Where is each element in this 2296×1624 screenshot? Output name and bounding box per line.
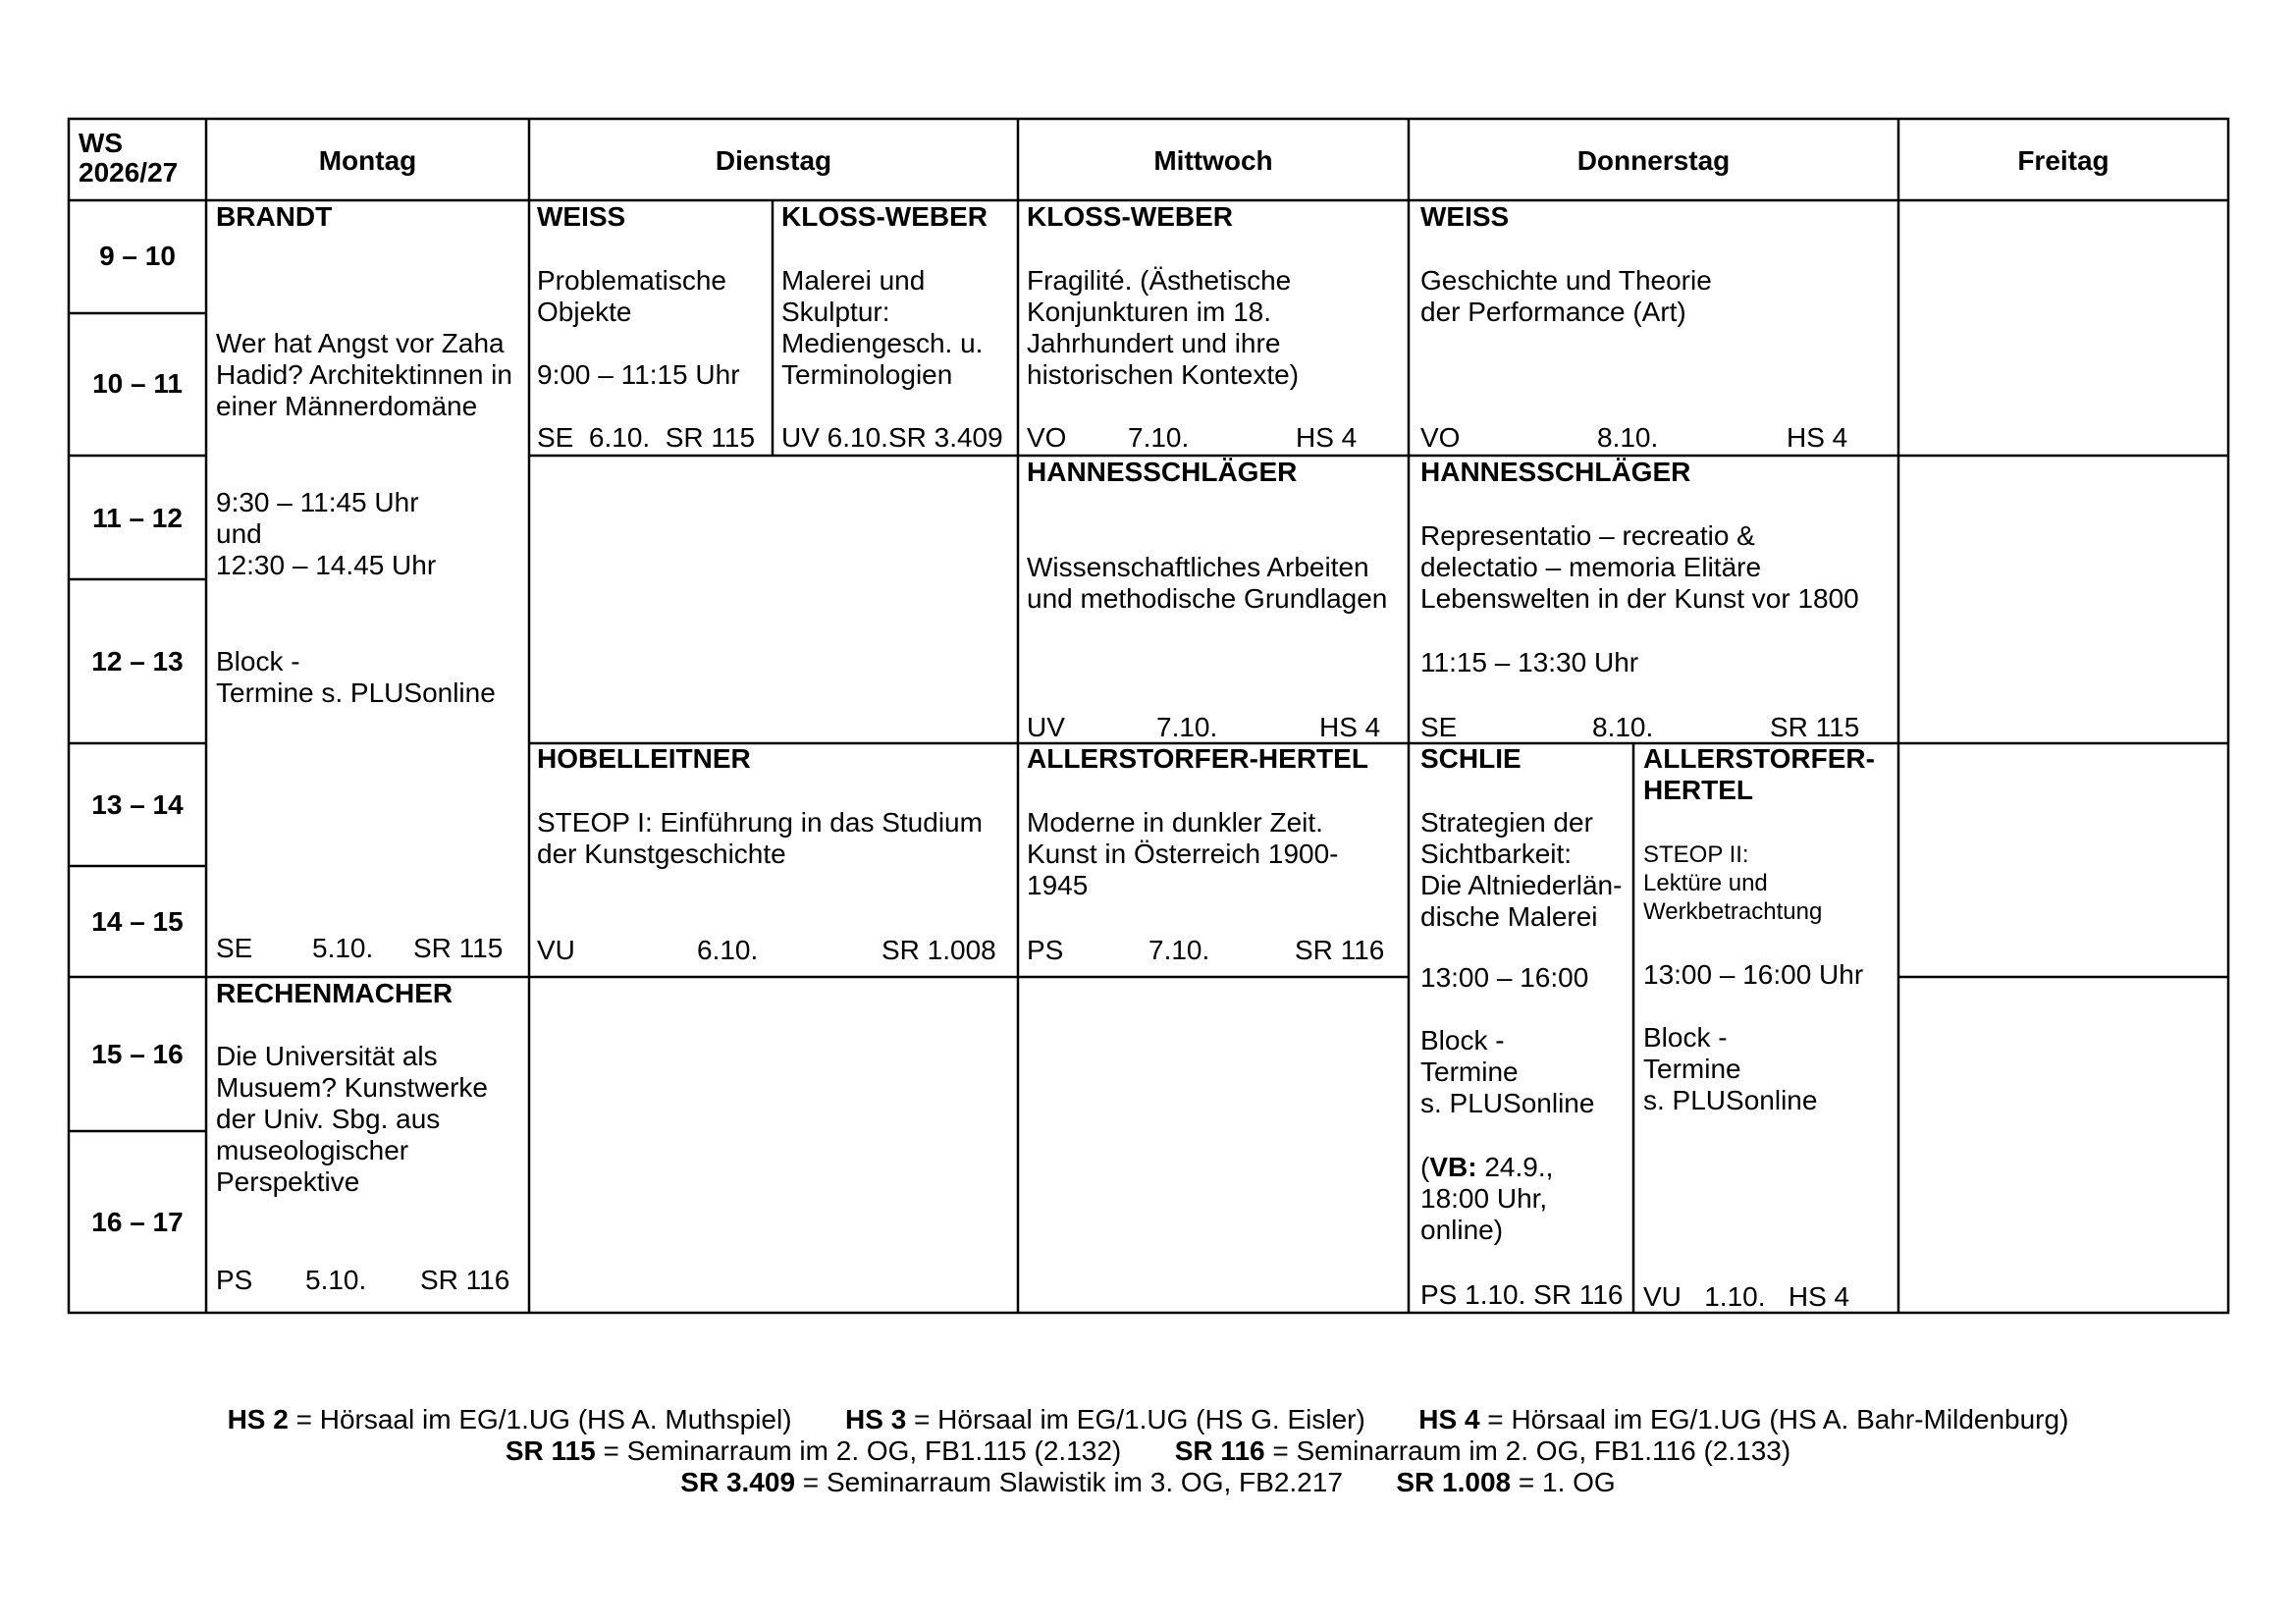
course-type: VO — [1420, 422, 1461, 453]
legend-text: = Hörsaal im EG/1.UG (HS G. Eisler) — [906, 1404, 1365, 1435]
course-date: 5.10. — [312, 933, 374, 963]
day-header-donnerstag: Donnerstag — [1576, 145, 1731, 176]
course-footer: VU 1.10. HS 4 — [1643, 1281, 1850, 1312]
lecturer-name: HOBELLEITNER — [537, 743, 751, 774]
course-title: STEOP II: Lektüre und Werkbetrachtung — [1643, 841, 1823, 925]
time-slot: 13 – 14 — [91, 789, 184, 820]
course-room: SR 1.008 — [881, 935, 996, 965]
course-title: Representatio – recreatio & delectatio – memoria Elitäre Lebenswelten in der Kunst vor 1800 — [1420, 520, 1859, 614]
course-time: 9:30 – 11:45 Uhr und 12:30 – 14.45 Uhr — [216, 487, 437, 580]
course-time: 13:00 – 16:00 Uhr — [1643, 959, 1864, 990]
course-room: HS 4 — [1787, 422, 1848, 453]
lecturer-name: RECHENMACHER — [216, 978, 454, 1008]
lecturer-name: ALLERSTORFER- HERTEL — [1643, 743, 1875, 805]
course-room: HS 4 — [1296, 422, 1358, 453]
course-room: SR 116 — [1295, 935, 1385, 965]
course-room: SR 115 — [413, 933, 504, 963]
semester-label: WS 2026/27 — [79, 128, 179, 188]
course-footer: SE 6.10. SR 115 — [537, 422, 756, 453]
legend-text: = Hörsaal im EG/1.UG (HS A. Bahr-Mildenburg) — [1479, 1404, 2069, 1435]
legend-key: HS 3 — [845, 1404, 907, 1435]
legend-line-2 — [0, 1435, 2296, 1467]
day-header-mittwoch: Mittwoch — [1153, 145, 1273, 176]
course-title: Problematische Objekte — [537, 265, 726, 327]
course-date: 7.10. — [1128, 422, 1190, 453]
lecturer-name: ALLERSTORFER-HERTEL — [1027, 743, 1368, 774]
time-slot: 10 – 11 — [92, 368, 183, 399]
legend-key: SR 1.008 — [1396, 1467, 1512, 1497]
course-type: UV — [1027, 712, 1065, 742]
course-date: 8.10. — [1597, 422, 1659, 453]
legend-text: = Seminarraum Slawistik im 3. OG, FB2.217 — [795, 1467, 1343, 1497]
time-slot: 11 – 12 — [92, 503, 183, 533]
course-type: VO — [1027, 422, 1067, 453]
lecturer-name: WEISS — [1420, 201, 1510, 232]
course-title: Fragilité. (Ästhetische Konjunkturen im 18. Jahrhundert und ihre historischen Kontexte) — [1027, 265, 1300, 390]
course-time: 11:15 – 13:30 Uhr — [1420, 647, 1639, 677]
lecturer-name: KLOSS-WEBER — [781, 201, 988, 232]
time-slot: 14 – 15 — [91, 906, 184, 937]
course-type: SE — [1420, 712, 1458, 742]
legend-line-1 — [0, 1404, 2296, 1435]
course-time: 9:00 – 11:15 Uhr — [537, 359, 740, 390]
course-title: Wissenschaftliches Arbeiten und methodische Grundlagen — [1027, 552, 1388, 614]
time-slot: 15 – 16 — [91, 1039, 184, 1069]
course-time: 13:00 – 16:00 — [1420, 962, 1589, 993]
lecturer-name: HANNESSCHLÄGER — [1420, 457, 1691, 487]
course-type: VU — [537, 935, 575, 965]
lecturer-name: BRANDT — [216, 201, 333, 232]
time-slot: 16 – 17 — [91, 1207, 184, 1237]
course-room: HS 4 — [1319, 712, 1381, 742]
course-room: SR 115 — [1770, 712, 1860, 742]
legend-text: = Seminarraum im 2. OG, FB1.116 (2.133) — [1264, 1435, 1791, 1466]
legend-text: = 1. OG — [1511, 1467, 1616, 1497]
time-slot: 9 – 10 — [99, 241, 176, 271]
legend-key: SR 115 — [505, 1435, 596, 1466]
course-title: Malerei und Skulptur: Mediengesch. u. Terminologien — [781, 265, 984, 390]
lecturer-name: KLOSS-WEBER — [1027, 201, 1233, 232]
day-header-montag: Montag — [318, 145, 417, 176]
course-title: Die Universität als Musuem? Kunstwerke der Univ. Sbg. aus museologischer Perspektive — [216, 1041, 489, 1197]
course-note: Block - Termine s. PLUSonline — [1420, 1025, 1595, 1118]
course-type: PS — [1027, 935, 1064, 965]
course-note: Block - Termine s. PLUSonline — [1643, 1022, 1818, 1115]
lecturer-name: WEISS — [537, 201, 626, 232]
course-footer: PS 1.10. SR 116 — [1420, 1279, 1624, 1310]
course-date: 7.10. — [1148, 935, 1210, 965]
course-type: PS — [216, 1265, 253, 1295]
course-title: Geschichte und Theorie der Performance (Art) — [1420, 265, 1712, 327]
lecturer-name: HANNESSCHLÄGER — [1027, 457, 1298, 487]
course-date: 6.10. — [697, 935, 759, 965]
legend-text: = Seminarraum im 2. OG, FB1.115 (2.132) — [595, 1435, 1122, 1466]
course-title: STEOP I: Einführung in das Studium der Kunstgeschichte — [537, 807, 983, 869]
legend-text: = Hörsaal im EG/1.UG (HS A. Muthspiel) — [288, 1404, 792, 1435]
legend-key: HS 4 — [1418, 1404, 1480, 1435]
course-date: 7.10. — [1156, 712, 1218, 742]
course-date: 8.10. — [1592, 712, 1654, 742]
day-header-dienstag: Dienstag — [715, 145, 832, 176]
time-slot: 12 – 13 — [91, 646, 184, 677]
course-room: SR 116 — [420, 1265, 510, 1295]
preliminary-meeting: (VB: 24.9., 18:00 Uhr, online) — [1420, 1152, 1554, 1245]
day-header-freitag: Freitag — [2017, 145, 2109, 176]
legend-line-3 — [0, 1467, 2296, 1498]
legend-key: SR 3.409 — [680, 1467, 796, 1497]
course-title: Moderne in dunkler Zeit. Kunst in Österreich 1900- 1945 — [1027, 807, 1339, 900]
course-type: SE — [216, 933, 253, 963]
lecturer-name: SCHLIE — [1420, 743, 1522, 774]
legend-key: HS 2 — [227, 1404, 289, 1435]
course-title: Strategien der Sichtbarkeit: Die Altniederlän- dische Malerei — [1420, 807, 1623, 932]
legend-key: SR 116 — [1174, 1435, 1265, 1466]
course-footer: UV 6.10.SR 3.409 — [781, 422, 1003, 453]
course-date: 5.10. — [305, 1265, 367, 1295]
course-note: Block - Termine s. PLUSonline — [216, 646, 496, 708]
course-title: Wer hat Angst vor Zaha Hadid? Architektinnen in einer Männerdomäne — [216, 328, 512, 421]
